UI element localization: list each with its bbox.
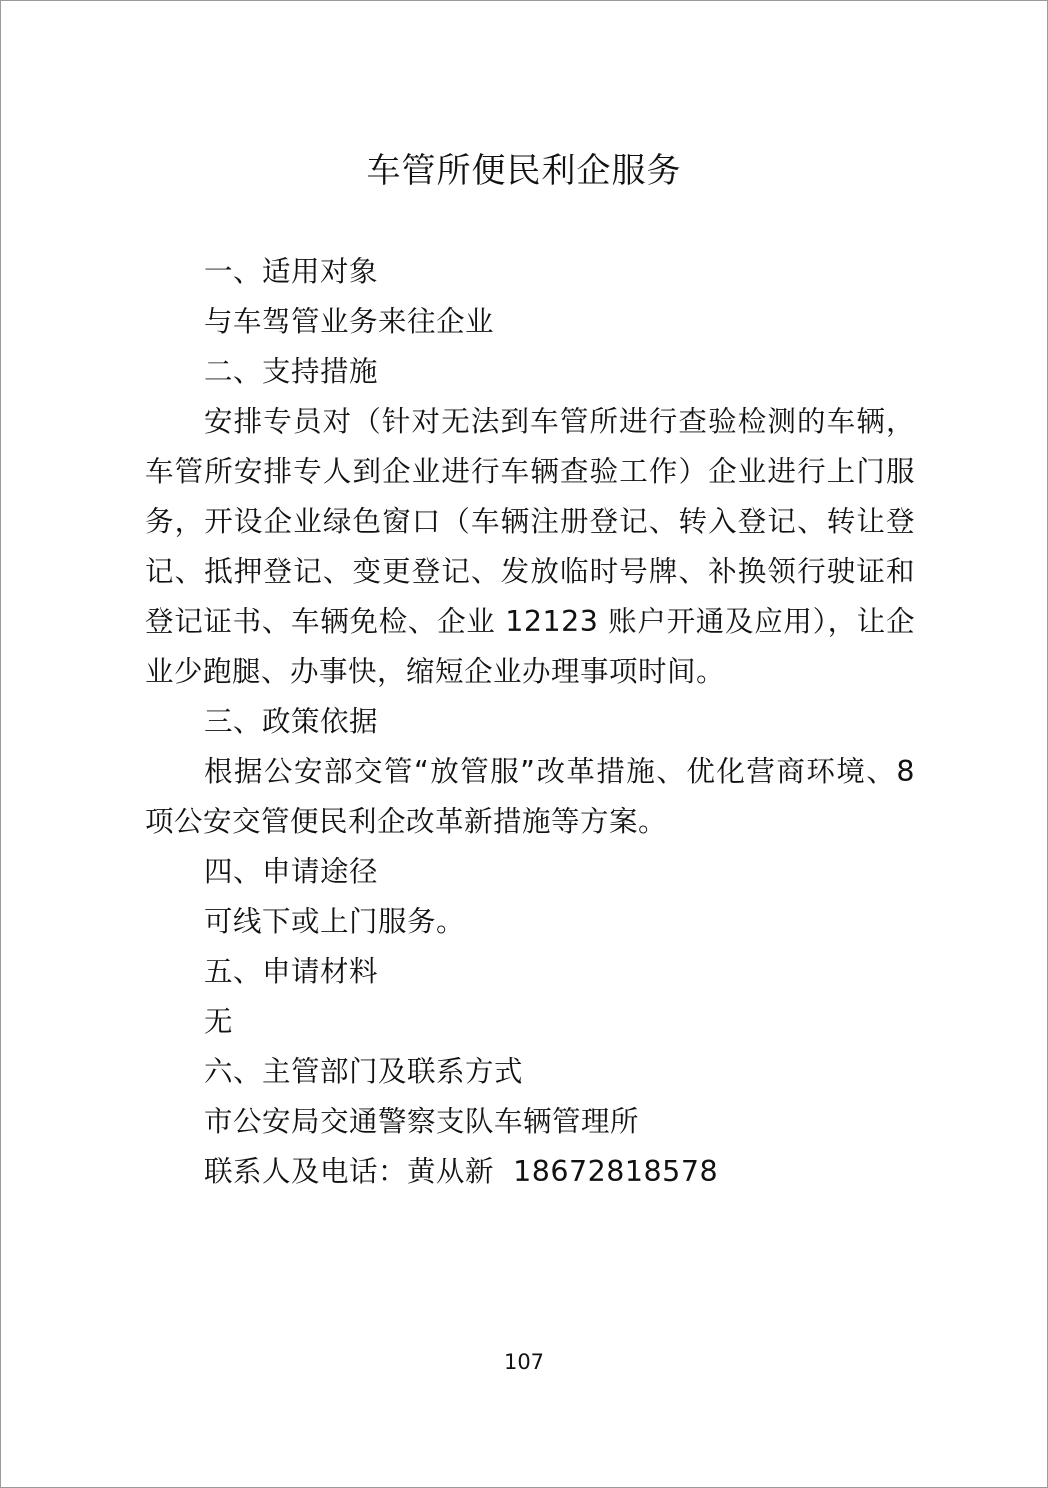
section-heading-policy-basis: 三、政策依据	[204, 705, 379, 738]
section-body-support-measures: 安排专员对（针对无法到车管所进行查验检测的车辆，车管所安排专人到企业进行车辆查验工作）企业进行上门服务，开设企业绿色窗口（车辆注册登记、转入登记、转让登记、抵押登记、变更登记、发放临时号牌、补换领行驶证和登记证书、车辆免检、企业 12123 账户开通及应用），让企业少跑腿、办事快，缩短企业办理事项时间。	[145, 405, 915, 688]
section-heading-application-channel: 四、申请途径	[204, 855, 379, 888]
section-body-application-materials: 无	[204, 1005, 234, 1038]
section-heading-department-contact: 六、主管部门及联系方式	[204, 1055, 524, 1088]
document-title: 车管所便民利企服务	[366, 151, 682, 191]
section-heading-applicable-objects: 一、适用对象	[204, 255, 379, 288]
section-heading-support-measures: 二、支持措施	[204, 355, 379, 388]
section-body-department: 市公安局交通警察支队车辆管理所	[204, 1105, 640, 1138]
section-body-contact: 联系人及电话：黄从新 18672818578	[204, 1155, 719, 1188]
page-number: 107	[503, 1350, 545, 1374]
document-body	[145, 247, 915, 1197]
section-heading-application-materials: 五、申请材料	[204, 955, 379, 988]
section-body-application-channel: 可线下或上门服务。	[204, 905, 466, 938]
section-body-applicable-objects: 与车驾管业务来往企业	[204, 305, 495, 338]
section-body-policy-basis: 根据公安部交管“放管服”改革措施、优化营商环境、8 项公安交管便民利企改革新措施等方案。	[145, 755, 915, 838]
